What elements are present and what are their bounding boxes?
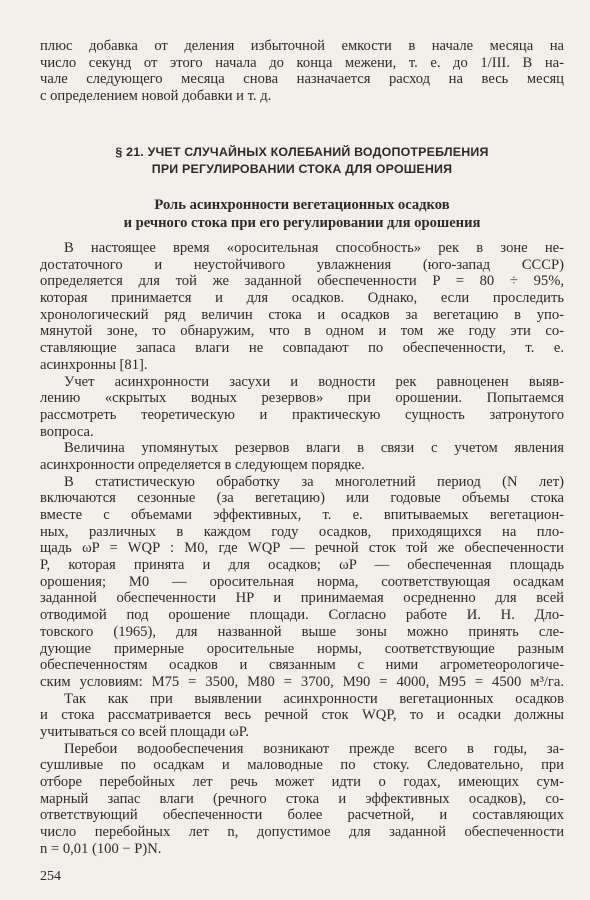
text-line: орошения; M0 — оросительная норма, соответствующая осадкам bbox=[40, 573, 564, 590]
text-line: ским условиям: M75 = 3500, M80 = 3700, M90 = 4000, M95 = 4500 м³/га. bbox=[40, 673, 564, 690]
text-line: дующие примерные оросительные нормы, соответствующие разным bbox=[40, 640, 564, 657]
text-line: товского (1965), для названной выше зоны можно принять сле- bbox=[40, 623, 564, 640]
body-text bbox=[40, 240, 564, 857]
text-line: Так как при выявлении асинхронности вегетационных осадков bbox=[64, 690, 564, 707]
text-line: и стока рассматривается весь речной сток WQP, то и осадки должны bbox=[40, 707, 564, 724]
text-line: которая принимается и для осадков. Однако, если проследить bbox=[40, 290, 564, 307]
text-line: обеспеченностям осадков и связанным с ними агрометеорологиче- bbox=[40, 657, 564, 674]
text-line: вместе с объемами эффективных, т. е. впитываемых вегетацион- bbox=[40, 507, 564, 523]
text-line: марный запас влаги (речного стока и эффективных осадков), со- bbox=[40, 790, 564, 807]
subsection-heading-line: Роль асинхронности вегетационных осадков bbox=[154, 197, 450, 213]
text-line: определяется для той же заданной обеспеченности P = 80 ÷ 95%, bbox=[40, 273, 564, 290]
text-line: Величина упомянутых резервов влаги в связи с учетом явления bbox=[64, 440, 564, 457]
text-line: мянутой зоне, то обнаружим, что в одном и том же году эти со- bbox=[40, 323, 564, 340]
text-line: Учет асинхронности засухи и водности рек равноценен выяв- bbox=[64, 373, 564, 390]
text-line: В статистическую обработку за многолетний период (N лет) bbox=[64, 473, 564, 490]
text-line: хронологический ряд величин стока и осадков за вегетацию в упо- bbox=[40, 306, 564, 323]
top-paragraph bbox=[40, 38, 564, 105]
text-line: В настоящее время «оросительная способность» рек в зоне не- bbox=[64, 240, 564, 256]
text-line: с определением новой добавки и т. д. bbox=[40, 88, 272, 105]
text-line: заданной обеспеченности HP и принимаемая осредненно для всей bbox=[40, 590, 564, 607]
text-line: P, которая принята и для осадков; ωP — обеспеченная площадь bbox=[40, 557, 564, 574]
subsection-heading bbox=[40, 196, 564, 232]
section-heading bbox=[40, 144, 564, 178]
text-line: щадь ωP = WQP : M0, где WQP — речной сток той же обеспеченности bbox=[40, 540, 564, 557]
text-line: ответствующий обеспеченности более расчетной, и составляющих bbox=[40, 807, 564, 824]
page-number: 254 bbox=[40, 869, 61, 884]
text-line: Перебои водообеспечения возникают прежде всего в годы, за- bbox=[64, 740, 564, 757]
text-line: сушливые по осадкам и маловодные по стоку. Следовательно, при bbox=[40, 757, 564, 774]
subsection-heading-line: и речного стока при его регулировании для орошения bbox=[123, 215, 481, 231]
section-heading-line: § 21. УЧЕТ СЛУЧАЙНЫХ КОЛЕБАНИЙ ВОДОПОТРЕБЛЕНИЯ bbox=[115, 145, 489, 159]
text-line: отборе перебойных лет речь может идти о годах, имеющих сум- bbox=[40, 774, 564, 790]
text-line: плюс добавка от деления избыточной емкости в начале месяца на bbox=[40, 38, 564, 54]
text-line: асинхронны [81]. bbox=[40, 356, 148, 373]
text-line: ставляющие запаса влаги не совпадают по обеспеченности, т. е. bbox=[40, 340, 564, 357]
text-line: достаточного и неустойчивого увлажнения (юго-запад СССР) bbox=[40, 256, 564, 273]
text-line: рассмотреть теоретическую и практическую сущность затронутого bbox=[40, 406, 564, 423]
text-line: включаются сезонные (за вегетацию) или годовые объемы стока bbox=[40, 490, 564, 507]
text-line: учитываться со всей площади ωP. bbox=[40, 723, 249, 740]
text-line: n = 0,01 (100 − P)N. bbox=[40, 840, 162, 857]
text-line: отводимой под орошение площади. Согласно работе И. Н. Дло- bbox=[40, 607, 564, 624]
text-line: асинхронности определяется в следующем порядке. bbox=[40, 456, 365, 473]
text-line: вопроса. bbox=[40, 423, 94, 440]
text-line: ных, различных в каждом году осадков, приходящихся на пло- bbox=[40, 523, 564, 540]
text-line: чале следующего месяца снова назначается расход на весь месяц bbox=[40, 71, 564, 88]
text-line: число перебойных лет n, допустимое для заданной обеспеченности bbox=[40, 824, 564, 841]
section-heading-line: ПРИ РЕГУЛИРОВАНИИ СТОКА ДЛЯ ОРОШЕНИЯ bbox=[151, 162, 453, 176]
text-line: число секунд от этого начала до конца межени, т. е. до 1/III. В на- bbox=[40, 54, 564, 71]
text-line: лению «скрытых водных резервов» при орошении. Попытаемся bbox=[40, 390, 564, 407]
